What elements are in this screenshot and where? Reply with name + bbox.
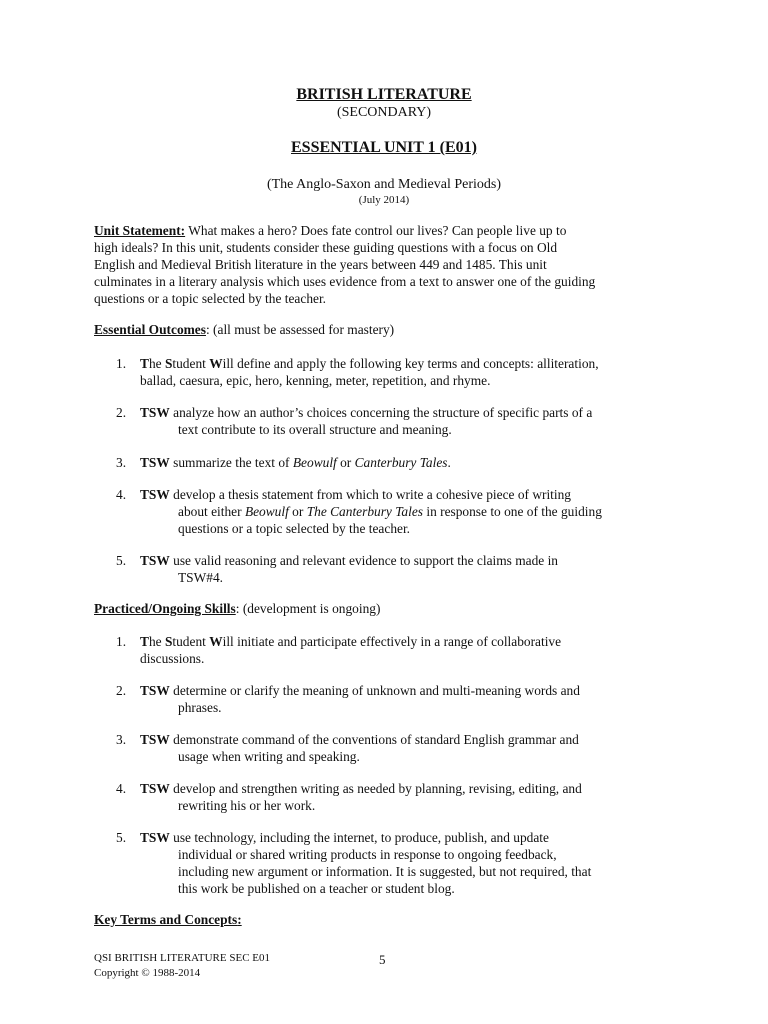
unit-statement <box>94 222 684 307</box>
footer-course-code: QSI BRITISH LITERATURE SEC E01 <box>94 952 270 964</box>
work-title: Beowulf <box>292 455 337 470</box>
unit-date: (July 2014) <box>358 194 410 206</box>
unit-statement-label: Unit Statement: <box>94 223 186 238</box>
practiced-skills-note: (development is ongoing) <box>239 601 381 616</box>
text-fragment: tudent <box>172 634 210 649</box>
essential-outcomes-heading <box>94 321 684 338</box>
text-fragment: tudent <box>172 356 210 371</box>
acronym-letter: S <box>164 356 173 371</box>
text-fragment: or <box>288 504 307 519</box>
document-title: BRITISH LITERATURE <box>296 86 472 103</box>
skill-text <box>140 633 685 667</box>
unit-title: ESSENTIAL UNIT 1 (E01) <box>291 139 477 156</box>
outcome-number: 3. <box>116 455 127 470</box>
unit-statement-line-1 <box>94 222 684 239</box>
skill-text <box>140 780 685 814</box>
footer-copyright: Copyright © 1988-2014 <box>94 967 201 979</box>
text-line: ballad, caesura, epic, hero, kenning, meter, repetition, and rhyme. <box>140 373 491 388</box>
key-terms-colon: : <box>237 912 242 927</box>
text-fragment: determine or clarify the meaning of unknown and multi-meaning words and <box>169 683 580 698</box>
text-fragment: ill define and apply the following key terms and concepts: alliteration, <box>222 356 599 371</box>
practiced-skills-heading <box>94 600 684 617</box>
text-fragment: analyze how an author’s choices concerning the structure of specific parts of a <box>169 405 593 420</box>
text-fragment: summarize the text of <box>169 455 293 470</box>
skill-text <box>140 682 685 716</box>
practiced-skills-label: Practiced/Ongoing Skills <box>94 601 236 616</box>
skill-number: 5. <box>116 830 127 845</box>
acronym-letter: T <box>140 356 149 371</box>
work-title: Beowulf <box>244 504 289 519</box>
page-number: 5 <box>379 952 386 967</box>
tsw-label: TSW <box>140 732 170 747</box>
skill-number: 2. <box>116 683 127 698</box>
text-fragment: he <box>148 634 165 649</box>
unit-statement-text: What makes a hero? Does fate control our lives? Can people live up to <box>185 223 567 238</box>
unit-statement-line-5: questions or a topic selected by the teacher. <box>94 291 327 306</box>
outcome-number: 4. <box>116 487 127 502</box>
text-line: individual or shared writing products in response to ongoing feedback, <box>178 847 557 862</box>
text-line: TSW#4. <box>178 570 224 585</box>
text-fragment: demonstrate command of the conventions of standard English grammar and <box>169 732 579 747</box>
tsw-label: TSW <box>140 830 170 845</box>
page-footer <box>94 951 270 981</box>
tsw-label: TSW <box>140 487 170 502</box>
essential-outcomes-colon: : <box>205 322 210 337</box>
acronym-letter: W <box>209 634 223 649</box>
skill-number: 1. <box>116 634 127 649</box>
outcome-number: 5. <box>116 553 127 568</box>
outcome-number: 2. <box>116 405 127 420</box>
text-fragment: use technology, including the internet, to produce, publish, and update <box>169 830 549 845</box>
skill-text <box>140 829 685 897</box>
text-line: usage when writing and speaking. <box>178 749 360 764</box>
unit-statement-line-4: culminates in a literary analysis which uses evidence from a text to answer one of the guiding <box>94 274 596 289</box>
text-line: questions or a topic selected by the teacher. <box>178 521 411 536</box>
essential-outcomes-note: (all must be assessed for mastery) <box>209 322 395 337</box>
skill-text <box>140 731 685 765</box>
acronym-letter: T <box>140 634 149 649</box>
unit-statement-line-2: high ideals? In this unit, students consider these guiding questions with a focus on Old <box>94 240 558 255</box>
key-terms-heading <box>94 911 684 928</box>
tsw-label: TSW <box>140 455 170 470</box>
unit-statement-line-3: English and Medieval British literature in the years between 449 and 1485. This unit <box>94 257 547 272</box>
text-fragment: develop a thesis statement from which to write a cohesive piece of writing <box>169 487 572 502</box>
text-line: text contribute to its overall structure and meaning. <box>178 422 452 437</box>
outcome-text <box>140 355 685 389</box>
text-fragment: about either <box>178 504 245 519</box>
text-line: discussions. <box>140 651 205 666</box>
outcome-number: 1. <box>116 356 127 371</box>
text-fragment: . <box>447 455 451 470</box>
tsw-label: TSW <box>140 781 170 796</box>
tsw-label: TSW <box>140 683 170 698</box>
outcome-text <box>140 486 685 537</box>
unit-periods: (The Anglo-Saxon and Medieval Periods) <box>266 177 502 192</box>
work-title: The Canterbury Tales <box>306 504 423 519</box>
tsw-label: TSW <box>140 553 170 568</box>
text-fragment: ill initiate and participate effectively in a range of collaborative <box>222 634 562 649</box>
document-subtitle: (SECONDARY) <box>336 105 432 120</box>
work-title: Canterbury Tales <box>354 455 448 470</box>
text-line: rewriting his or her work. <box>178 798 316 813</box>
skill-number: 4. <box>116 781 127 796</box>
text-fragment: develop and strengthen writing as needed by planning, revising, editing, and <box>169 781 582 796</box>
acronym-letter: W <box>209 356 223 371</box>
text-fragment: use valid reasoning and relevant evidence to support the claims made in <box>169 553 558 568</box>
acronym-letter: S <box>164 634 173 649</box>
text-fragment: or <box>336 455 355 470</box>
text-fragment: he <box>148 356 165 371</box>
tsw-label: TSW <box>140 405 170 420</box>
essential-outcomes-label: Essential Outcomes <box>94 322 206 337</box>
outcome-text <box>140 404 685 438</box>
text-line: phrases. <box>178 700 222 715</box>
practiced-skills-colon: : <box>235 601 240 616</box>
key-terms-label: Key Terms and Concepts <box>94 912 238 927</box>
outcome-text <box>140 454 685 471</box>
text-fragment: in response to one of the guiding <box>423 504 602 519</box>
skill-number: 3. <box>116 732 127 747</box>
text-line: including new argument or information. It is suggested, but not required, that <box>178 864 592 879</box>
text-line: this work be published on a teacher or student blog. <box>178 881 455 896</box>
outcome-text <box>140 552 685 586</box>
